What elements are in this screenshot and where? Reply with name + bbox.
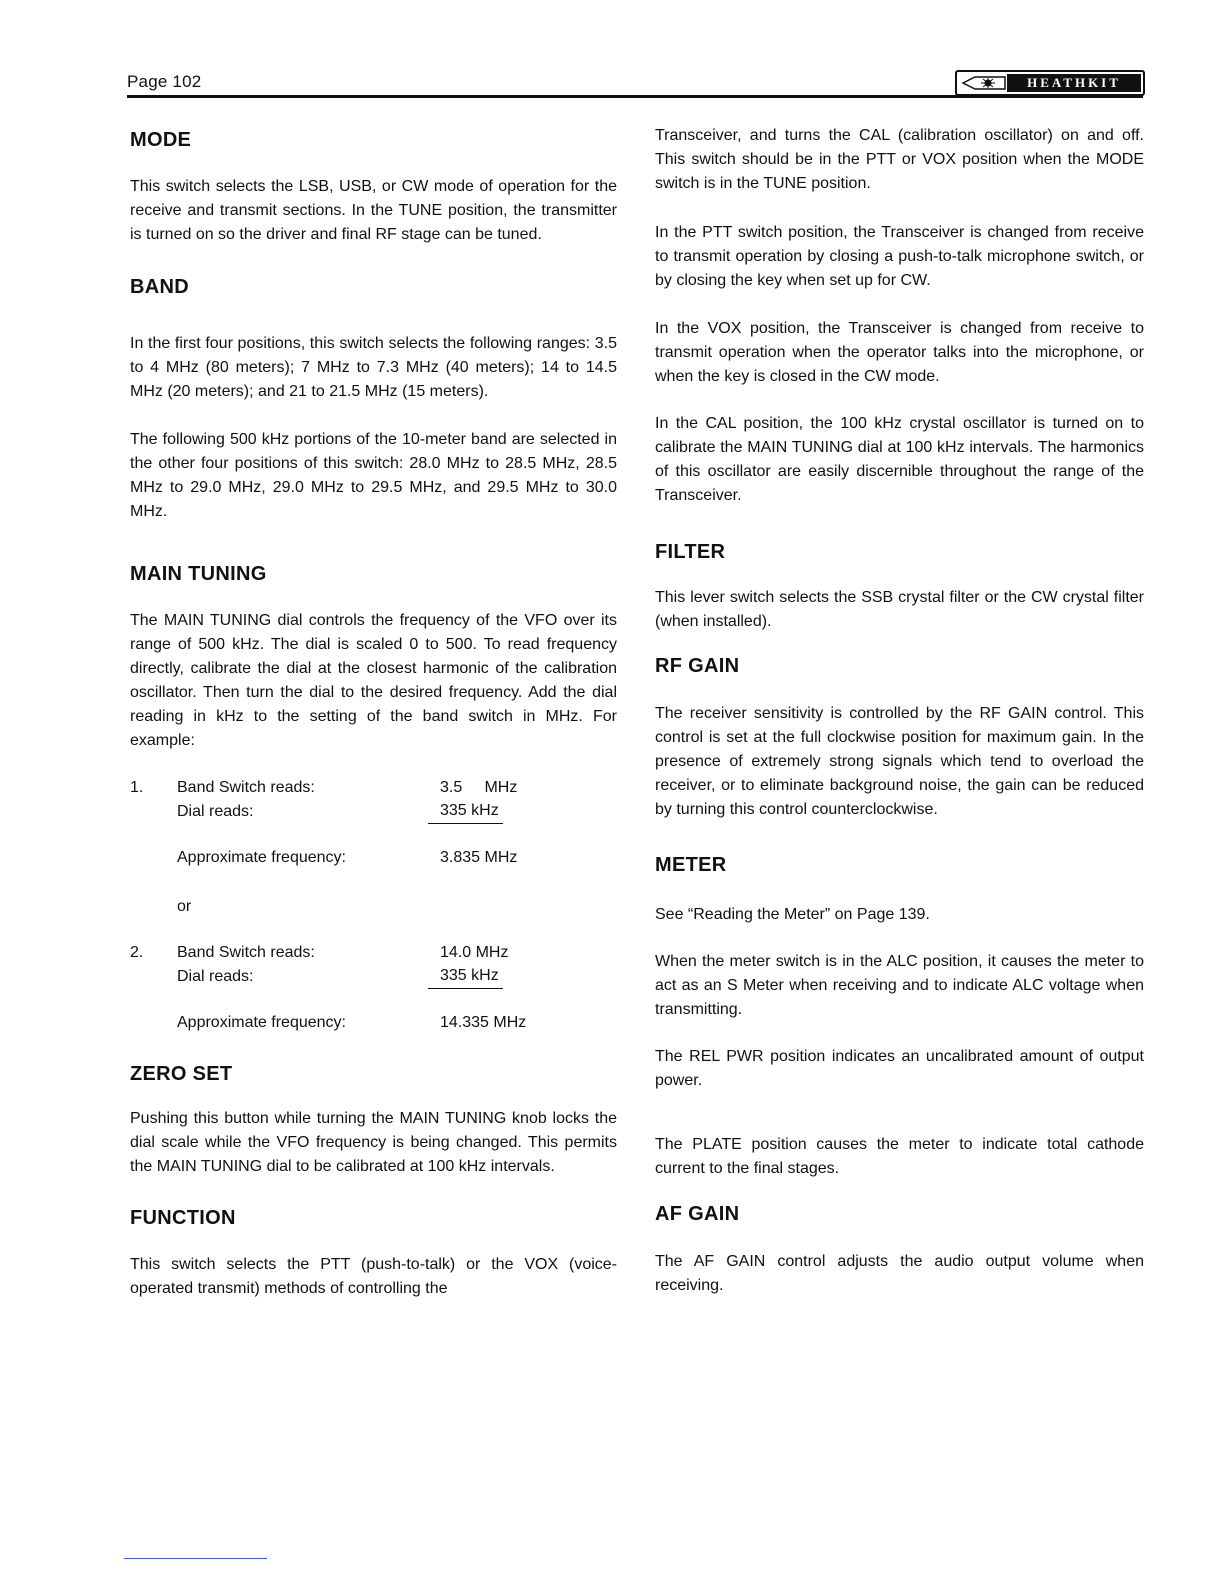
example-1-band-label: Band Switch reads: <box>177 779 315 796</box>
example-1-number: 1. <box>130 779 144 796</box>
function-body-continued: Transceiver, and turns the CAL (calibration oscillator) on and off. This switch should be in the PTT or VOX position when the MODE switch is in the TUNE position. <box>655 127 1144 192</box>
meter-body-2: When the meter switch is in the ALC position, it causes the meter to act as an S Meter when receiving and to indicate ALC voltage when transmitting. <box>655 953 1144 1018</box>
ptt-body: In the PTT switch position, the Transceiver is changed from receive to transmit operation by closing a push-to-talk microphone switch, or by closing the key when set up for CW. <box>655 224 1144 289</box>
example-2 <box>130 941 617 1035</box>
example-1-approx-value: 3.835 MHz <box>440 849 518 866</box>
zero-set-heading: ZERO SET <box>130 1063 233 1085</box>
band-heading: BAND <box>130 276 189 298</box>
example-2-band-label: Band Switch reads: <box>177 944 315 961</box>
function-heading: FUNCTION <box>130 1207 236 1229</box>
heathkit-logo <box>955 70 1145 96</box>
example-2-number: 2. <box>130 944 144 961</box>
main-tuning-heading: MAIN TUNING <box>130 563 267 585</box>
example-2-approx-value: 14.335 MHz <box>440 1014 527 1031</box>
rf-gain-body: The receiver sensitivity is controlled by the RF GAIN control. This control is set at the full clockwise position for maximum gain. In the presence of extremely strong signals which tend to overload the receiver, or to eliminate background noise, the gain can be reduced by turning this control counterclockwise. <box>655 705 1144 818</box>
meter-body-1: See “Reading the Meter” on Page 139. <box>655 906 930 923</box>
af-gain-body: The AF GAIN control adjusts the audio output volume when receiving. <box>655 1253 1144 1294</box>
example-2-dial-label: Dial reads: <box>177 968 254 985</box>
cal-body: In the CAL position, the 100 kHz crystal oscillator is turned on to calibrate the MAIN TUNING dial at 100 kHz intervals. The harmonics of this oscillator are easily discernible throughout the range of the Transceiver. <box>655 415 1144 504</box>
footnote-rule <box>124 1558 267 1559</box>
logo-wordmark: HEATHKIT <box>1007 74 1141 92</box>
example-2-dial-value: 335 kHz <box>428 965 503 989</box>
meter-body-3: The REL PWR position indicates an uncalibrated amount of output power. <box>655 1048 1144 1089</box>
example-1-dial-label: Dial reads: <box>177 803 254 820</box>
filter-body: This lever switch selects the SSB crystal filter or the CW crystal filter (when installed). <box>655 589 1144 630</box>
zero-set-body: Pushing this button while turning the MAIN TUNING knob locks the dial scale while the VFO frequency is being changed. This permits the MAIN TUNING dial to be calibrated at 100 kHz intervals. <box>130 1110 617 1175</box>
example-2-band-value: 14.0 MHz <box>440 944 509 961</box>
heathkit-emblem-icon <box>961 74 1009 92</box>
example-1-dial-value: 335 kHz <box>428 800 503 824</box>
example-2-approx-label: Approximate frequency: <box>177 1014 346 1031</box>
page-header <box>127 68 1145 102</box>
function-body: This switch selects the PTT (push-to-talk) or the VOX (voice-operated transmit) methods of controlling the <box>130 1256 617 1297</box>
right-column <box>655 120 1144 1298</box>
meter-body-4: The PLATE position causes the meter to indicate total cathode current to the final stages. <box>655 1136 1144 1177</box>
vox-body: In the VOX position, the Transceiver is changed from receive to transmit operation when the operator talks into the microphone, or when the key is closed in the CW mode. <box>655 320 1144 385</box>
mode-heading: MODE <box>130 129 192 151</box>
band-body-1: In the first four positions, this switch selects the following ranges: 3.5 to 4 MHz (80 meters); 7 MHz to 7.3 MHz (40 meters); 14 to 14.5 MHz (20 meters); and 21 to 21.5 MHz (15 meters). <box>130 335 617 400</box>
af-gain-heading: AF GAIN <box>655 1203 740 1225</box>
left-column <box>130 120 617 1301</box>
band-body-2: The following 500 kHz portions of the 10-meter band are selected in the other four positions of this switch: 28.0 MHz to 28.5 MHz, 28.5 MHz to 29.0 MHz, 29.0 MHz to 29.5 MHz, and 29.5 MHz to 30.0 MHz. <box>130 431 617 520</box>
meter-heading: METER <box>655 854 727 876</box>
filter-heading: FILTER <box>655 541 726 563</box>
or-text: or <box>177 898 192 915</box>
main-tuning-body: The MAIN TUNING dial controls the frequency of the VFO over its range of 500 kHz. The dial is scaled 0 to 500. To read frequency directly, calibrate the dial at the closest harmonic of the calibration oscillator. Then turn the dial to the desired frequency. Add the dial reading in kHz to the setting of the band switch in MHz. For example: <box>130 612 617 749</box>
page-number: Page 102 <box>127 72 202 91</box>
rf-gain-heading: RF GAIN <box>655 655 740 677</box>
example-1-approx-label: Approximate frequency: <box>177 849 346 866</box>
example-1 <box>130 776 617 870</box>
mode-body: This switch selects the LSB, USB, or CW mode of operation for the receive and transmit sections. In the TUNE position, the transmitter is turned on so the driver and final RF stage can be tuned. <box>130 178 617 243</box>
example-1-band-value: 3.5 MHz <box>440 779 518 796</box>
